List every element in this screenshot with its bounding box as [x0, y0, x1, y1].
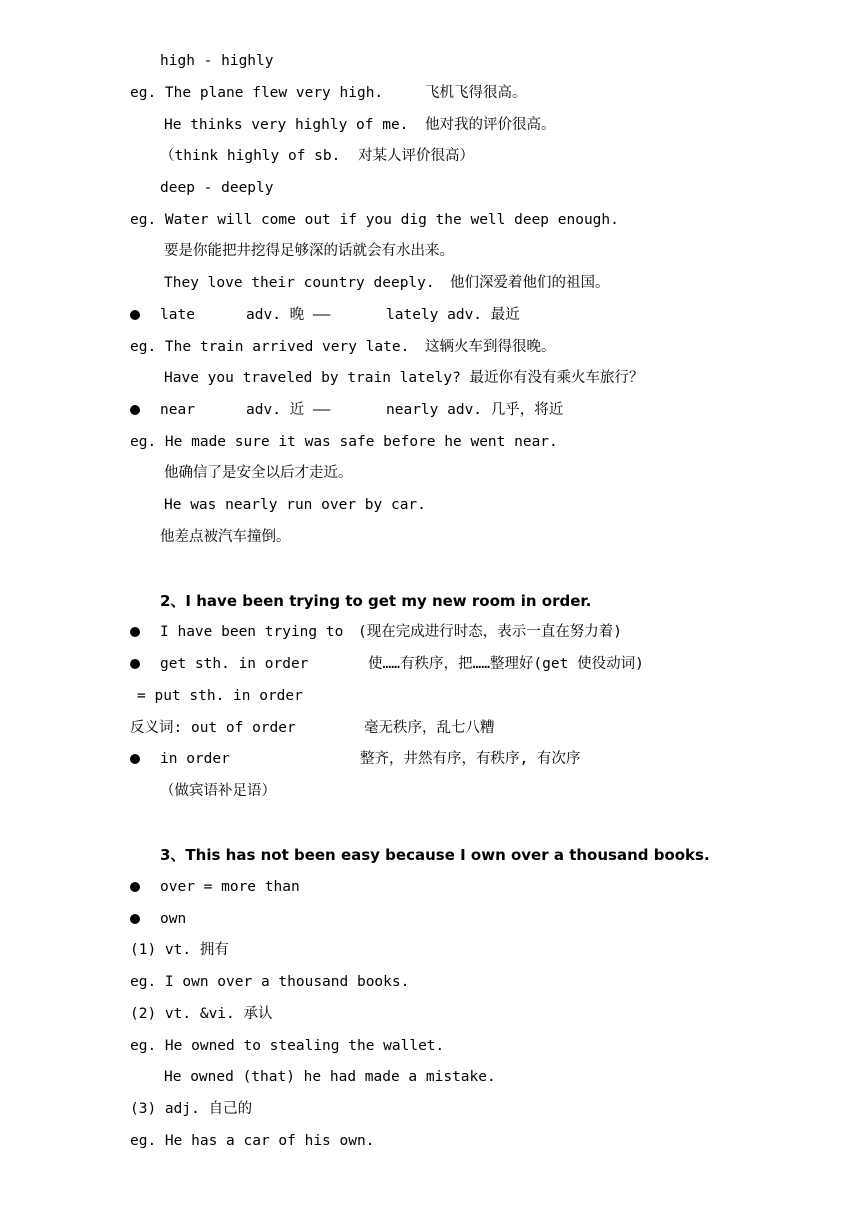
text-line: (1) vt. 拥有 — [130, 942, 229, 958]
text-line: eg. The plane flew very high. 飞机飞得很高。 — [130, 85, 527, 101]
text-line: eg. He has a car of his own. — [130, 1133, 375, 1149]
bullet-icon — [130, 405, 140, 415]
text-line: 反义词: out of order 毫无秩序，乱七八糟 — [130, 720, 495, 736]
text-line: He was nearly run over by car. — [164, 497, 426, 513]
text-line: 要是你能把井挖得足够深的话就会有水出来。 — [164, 243, 454, 259]
section-heading: 3、This has not been easy because I own over a thousand books. — [160, 846, 710, 864]
text-line: deep - deeply — [160, 180, 274, 196]
text-line: They love their country deeply. 他们深爱着他们的祖国。 — [164, 275, 610, 291]
text-line: eg. He owned to stealing the wallet. — [130, 1038, 445, 1054]
section-heading: 2、I have been trying to get my new room in order. — [160, 592, 592, 610]
text-line: （做宾语补足语） — [160, 783, 276, 799]
bullet-icon — [130, 914, 140, 924]
text-line: Have you traveled by train lately? 最近你有没有乘火车旅行？ — [164, 370, 644, 386]
bullet-icon — [130, 754, 140, 764]
bullet-icon — [130, 310, 140, 320]
text-line: He thinks very highly of me. 他对我的评价很高。 — [164, 117, 556, 133]
bullet-line: over = more than — [0, 877, 35, 897]
bullet-line: get sth. in order 使……有秩序，把……整理好(get 使役动词) — [0, 654, 35, 674]
bullet-icon — [130, 659, 140, 669]
text-line: high - highly — [160, 53, 274, 69]
bullet-icon — [130, 627, 140, 637]
text-line: eg. The train arrived very late. 这辆火车到得很晚。 — [130, 339, 556, 355]
text-line: （think highly of sb. 对某人评价很高） — [160, 148, 474, 164]
bullet-line: I have been trying to (现在完成进行时态，表示一直在努力着) — [0, 622, 35, 642]
bullet-icon — [130, 882, 140, 892]
text-line: He owned (that) he had made a mistake. — [164, 1069, 496, 1085]
bullet-line: late adv. 晚 —— lately adv. 最近 — [0, 305, 35, 325]
text-line: 他差点被汽车撞倒。 — [160, 529, 291, 545]
bullet-line: own — [0, 909, 35, 929]
text-line: eg. He made sure it was safe before he went near. — [130, 434, 558, 450]
bullet-line: near adv. 近 —— nearly adv. 几乎，将近 — [0, 400, 35, 420]
text-line: (2) vt. &vi. 承认 — [130, 1006, 273, 1022]
text-line: 他确信了是安全以后才走近。 — [164, 465, 353, 481]
text-line: eg. I own over a thousand books. — [130, 974, 410, 990]
text-line: (3) adj. 自己的 — [130, 1101, 253, 1117]
text-line: = put sth. in order — [137, 688, 303, 704]
bullet-line: in order 整齐，井然有序，有秩序, 有次序 — [0, 749, 35, 769]
text-line: eg. Water will come out if you dig the well deep enough. — [130, 212, 619, 228]
